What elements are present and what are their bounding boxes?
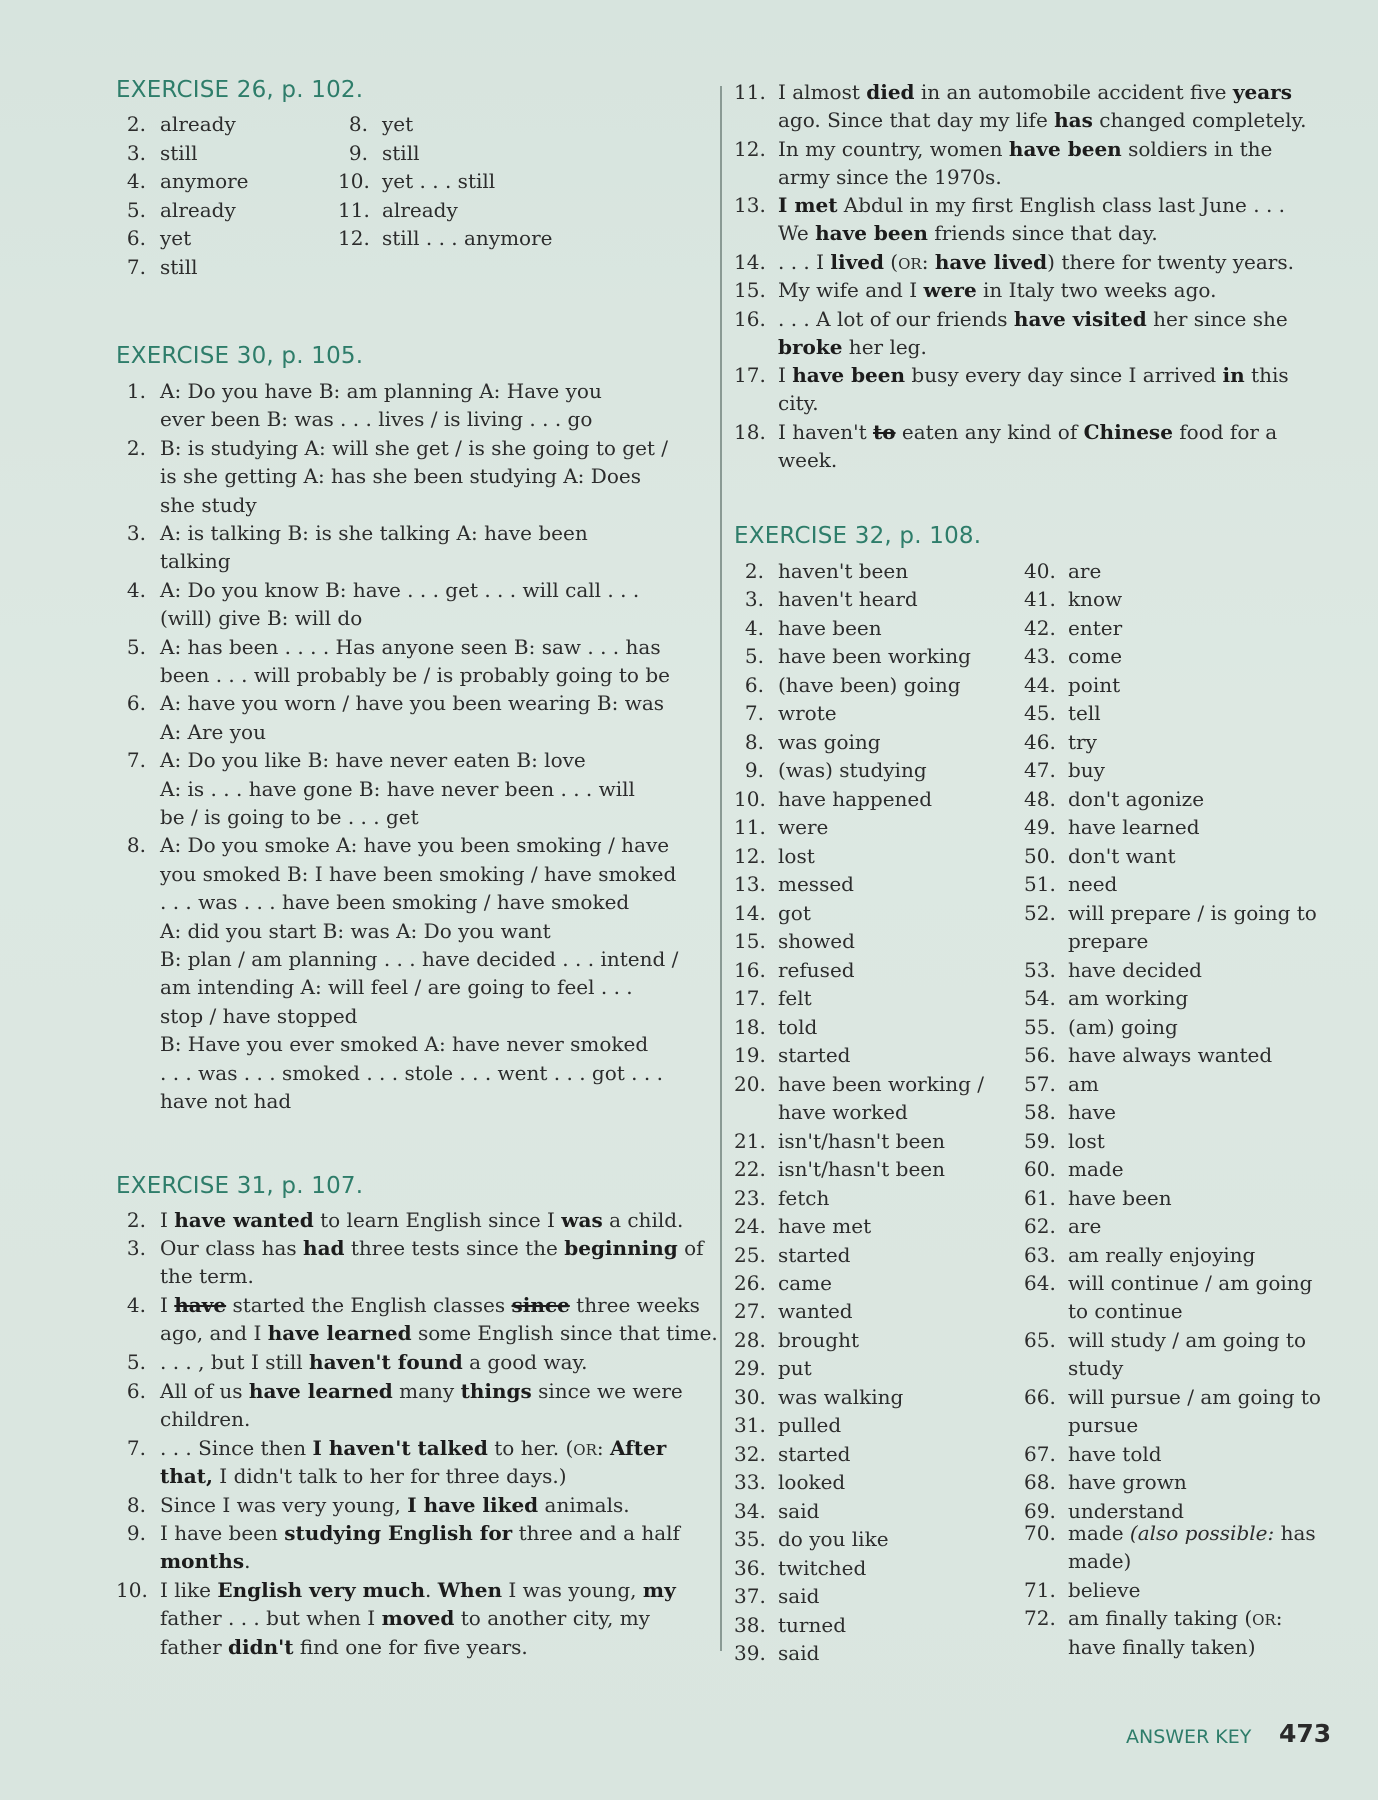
answer-item-continuation: ago. Since that day my life has changed completely. [778, 108, 1307, 132]
item-text: point [1068, 672, 1121, 697]
item-number: 57. [1024, 1071, 1056, 1096]
item-number: 39. [734, 1641, 766, 1666]
item-text: (have been) going [778, 672, 961, 697]
exercise-30-heading: EXERCISE 30, p. 105. [116, 343, 364, 369]
item-text: looked [778, 1470, 846, 1495]
item-text: A: Do you like B: have never eaten B: love [160, 748, 586, 773]
item-text: yet [160, 226, 192, 250]
answer-item-continuation: the term. [160, 1264, 254, 1288]
item-text: A: is . . . have gone B: have never been . . . will [160, 776, 635, 801]
item-number: 8. [348, 112, 368, 136]
item-text: pulled [778, 1413, 842, 1438]
answer-item-continuation: broke her leg. [778, 335, 927, 359]
column-divider [720, 86, 722, 1651]
item-number: 67. [1024, 1441, 1056, 1466]
item-number: 54. [1024, 986, 1056, 1011]
item-number: 9. [348, 140, 368, 165]
item-text: isn't/hasn't been [778, 1157, 946, 1182]
item-number: 23. [734, 1185, 766, 1210]
item-number: 21. [734, 1128, 766, 1153]
item-number: 5. [126, 197, 146, 222]
item-text: lost [1068, 1128, 1105, 1153]
item-text: am intending A: will feel / are going to feel . . . [160, 975, 633, 1000]
item-text: am really enjoying [1068, 1242, 1256, 1267]
item-text: turned [778, 1612, 846, 1637]
answer-item-continuation: week. [778, 448, 838, 472]
item-text: are [1068, 559, 1102, 583]
item-number: 3. [126, 140, 146, 165]
item-number: 2. [744, 559, 764, 583]
item-text: A: Are you [160, 719, 266, 744]
item-number: 62. [1024, 1214, 1056, 1239]
item-text: messed [778, 872, 854, 897]
item-text: (will) give B: will do [160, 606, 363, 631]
item-number: 10. [734, 786, 766, 811]
item-text: try [1068, 729, 1097, 754]
item-number: 11. [338, 197, 370, 222]
item-text: study [1068, 1356, 1124, 1381]
item-text: have been [778, 615, 882, 640]
item-number: 6. [126, 226, 146, 250]
item-number: 18. [734, 1014, 766, 1039]
item-number: 12. [734, 843, 766, 868]
item-text: haven't been [778, 559, 909, 583]
item-text: . . . was . . . have been smoking / have smoked [160, 890, 630, 915]
item-text: anymore [160, 169, 249, 193]
item-text: started [778, 1242, 851, 1267]
item-text: put [778, 1356, 812, 1381]
item-text: have grown [1068, 1470, 1187, 1495]
item-number: 50. [1024, 843, 1056, 868]
item-number: 64. [1024, 1271, 1056, 1295]
answer-item-continuation: months. [160, 1549, 251, 1573]
item-text: is she getting A: has she been studying A: Does [160, 464, 641, 489]
answer-item-continuation: ago, and I have learned some English since that time. [160, 1321, 718, 1345]
item-text: A: Do you have B: am planning A: Have you [160, 379, 602, 403]
item-number: 10. [338, 169, 370, 193]
item-number: 66. [1024, 1384, 1056, 1409]
item-text: don't want [1068, 843, 1176, 868]
item-number: 6. [744, 672, 764, 697]
item-text: she study [160, 492, 257, 517]
item-number: 14. [734, 900, 766, 925]
item-number: 34. [734, 1498, 766, 1523]
item-text: already [382, 197, 458, 222]
item-text: have been [1068, 1185, 1172, 1210]
item-text: A: is talking B: is she talking A: have been [160, 521, 588, 545]
item-number: 36. [734, 1555, 766, 1580]
item-text: have learned [1068, 815, 1200, 840]
item-text: been . . . will probably be / is probably going to be [160, 662, 670, 687]
item-text: haven't heard [778, 587, 918, 612]
item-text: have met [778, 1214, 872, 1239]
item-text: have been working / [778, 1071, 985, 1096]
item-number: 56. [1024, 1043, 1056, 1068]
exercise-31-heading: EXERCISE 31, p. 107. [116, 1173, 364, 1199]
item-text: (was) studying [778, 758, 927, 783]
item-text: wanted [778, 1299, 853, 1324]
item-number: 32. [734, 1441, 766, 1466]
answer-item-continuation: children. [160, 1407, 251, 1431]
item-number: 49. [1024, 815, 1056, 840]
item-number: 2. [126, 112, 146, 136]
answer-item-continuation: father didn't find one for five years. [160, 1635, 528, 1659]
item-number: 7. [126, 748, 146, 773]
item-text: A: Do you smoke A: have you been smoking / have [160, 833, 670, 858]
item-number: 19. [734, 1043, 766, 1068]
answer-item-continuation: have finally taken) [1068, 1635, 1256, 1659]
item-text: am working [1068, 986, 1189, 1011]
item-number: 38. [734, 1612, 766, 1637]
item-number: 24. [734, 1214, 766, 1239]
item-text: fetch [778, 1185, 830, 1210]
item-text: have not had [160, 1088, 292, 1113]
item-number: 65. [1024, 1327, 1056, 1352]
item-number: 69. [1024, 1498, 1056, 1523]
item-text: to continue [1068, 1299, 1183, 1324]
item-number: 5. [744, 644, 764, 669]
item-text: pursue [1068, 1413, 1139, 1438]
item-text: still [160, 254, 198, 279]
item-number: 61. [1024, 1185, 1056, 1210]
item-number: 12. [338, 226, 370, 250]
item-text: told [778, 1014, 818, 1039]
item-text: A: has been . . . . Has anyone seen B: saw . . . has [160, 634, 661, 659]
item-text: have happened [778, 786, 933, 811]
item-number: 68. [1024, 1470, 1056, 1495]
item-number: 8. [744, 729, 764, 754]
item-text: have decided [1068, 957, 1202, 982]
item-text: said [778, 1498, 820, 1523]
item-text: yet [382, 112, 414, 136]
answer-key-label: ANSWER KEY [1126, 1726, 1252, 1748]
item-text: still [160, 140, 198, 165]
item-number: 58. [1024, 1100, 1056, 1125]
item-number: 47. [1024, 758, 1056, 783]
item-text: have [1068, 1100, 1116, 1125]
item-number: 60. [1024, 1157, 1056, 1182]
item-text: enter [1068, 615, 1123, 640]
item-text: have told [1068, 1441, 1162, 1466]
item-text: have been working [778, 644, 971, 669]
item-text: twitched [778, 1555, 867, 1580]
item-number: 8. [126, 833, 146, 858]
item-number: 11. [734, 815, 766, 840]
item-text: be / is going to be . . . get [160, 804, 419, 829]
item-number: 55. [1024, 1014, 1056, 1039]
item-number: 42. [1024, 615, 1056, 640]
item-text: ever been B: was . . . lives / is living . . . go [160, 407, 593, 432]
item-text: you smoked B: I have been smoking / have smoked [160, 861, 677, 886]
item-text: prepare [1068, 929, 1149, 954]
item-text: got [778, 900, 811, 925]
item-number: 3. [744, 587, 764, 612]
item-number: 28. [734, 1327, 766, 1352]
item-text: will prepare / is going to [1068, 900, 1317, 925]
item-text: will study / am going to [1068, 1327, 1307, 1352]
item-text: am [1068, 1071, 1099, 1096]
item-text: made [1068, 1157, 1124, 1182]
item-number: 6. [126, 691, 146, 716]
item-number: 22. [734, 1157, 766, 1182]
answer-item-continuation: that, I didn't talk to her for three days.) [160, 1464, 567, 1488]
item-text: said [778, 1641, 820, 1666]
item-text: understand [1068, 1498, 1184, 1523]
item-text: still [382, 140, 420, 165]
item-number: 53. [1024, 957, 1056, 982]
item-text: isn't/hasn't been [778, 1128, 946, 1153]
item-text: . . . was . . . smoked . . . stole . . . went . . . got . . . [160, 1060, 663, 1085]
item-text: lost [778, 843, 815, 868]
item-number: 9. [744, 758, 764, 783]
item-text: need [1068, 872, 1118, 897]
answer-item-continuation: city. [778, 391, 819, 415]
item-text: tell [1068, 701, 1101, 726]
item-text: buy [1068, 758, 1105, 783]
item-text: B: is studying A: will she get / is she going to get / [160, 435, 669, 460]
item-number: 30. [734, 1384, 766, 1409]
exercise-32-heading: EXERCISE 32, p. 108. [734, 523, 982, 549]
item-text: have worked [778, 1100, 908, 1125]
page-number: 473 [1279, 1719, 1332, 1748]
item-text: will pursue / am going to [1068, 1384, 1321, 1409]
item-text: know [1068, 587, 1123, 612]
answer-item-continuation: father . . . but when I moved to another city, my [160, 1606, 650, 1630]
item-number: 4. [126, 169, 146, 193]
answer-item-continuation: made) [1068, 1549, 1132, 1573]
item-text: came [778, 1271, 832, 1295]
item-number: 1. [126, 379, 146, 403]
item-number: 59. [1024, 1128, 1056, 1153]
item-number: 26. [734, 1271, 766, 1295]
item-number: 33. [734, 1470, 766, 1495]
item-number: 25. [734, 1242, 766, 1267]
item-text: come [1068, 644, 1123, 669]
item-text: are [1068, 1214, 1102, 1239]
item-number: 27. [734, 1299, 766, 1324]
item-number: 51. [1024, 872, 1056, 897]
item-number: 7. [126, 254, 146, 279]
item-text: brought [778, 1327, 860, 1352]
item-text: A: did you start B: was A: Do you want [160, 918, 551, 943]
item-number: 31. [734, 1413, 766, 1438]
item-text: still . . . anymore [382, 226, 553, 250]
item-number: 45. [1024, 701, 1056, 726]
item-number: 63. [1024, 1242, 1056, 1267]
item-number: 46. [1024, 729, 1056, 754]
item-number: 16. [734, 957, 766, 982]
item-number: 43. [1024, 644, 1056, 669]
item-number: 17. [734, 986, 766, 1011]
item-number: 37. [734, 1584, 766, 1609]
item-text: yet . . . still [382, 169, 496, 193]
item-number: 7. [744, 701, 764, 726]
item-text: B: plan / am planning . . . have decided . . . intend / [160, 946, 679, 971]
item-text: A: have you worn / have you been wearing B: was [160, 691, 665, 716]
item-text: talking [160, 549, 231, 574]
item-text: A: Do you know B: have . . . get . . . will call . . . [160, 577, 640, 602]
item-text: said [778, 1584, 820, 1609]
item-number: 5. [126, 634, 146, 659]
item-number: 15. [734, 929, 766, 954]
item-number: 35. [734, 1527, 766, 1552]
item-text: already [160, 112, 236, 136]
item-text: do you like [778, 1527, 889, 1552]
item-text: refused [778, 957, 855, 982]
item-number: 40. [1024, 559, 1056, 583]
exercise-26-heading: EXERCISE 26, p. 102. [116, 77, 364, 103]
item-text: showed [778, 929, 855, 954]
item-text: wrote [778, 701, 837, 726]
item-text: started [778, 1043, 851, 1068]
item-number: 4. [126, 577, 146, 602]
item-number: 41. [1024, 587, 1056, 612]
item-text: started [778, 1441, 851, 1466]
item-number: 20. [734, 1071, 766, 1096]
item-text: were [778, 815, 829, 840]
item-text: don't agonize [1068, 786, 1205, 811]
item-text: was walking [778, 1384, 904, 1409]
answer-item-continuation: army since the 1970s. [778, 165, 1002, 189]
item-number: 2. [126, 435, 146, 460]
item-number: 4. [744, 615, 764, 640]
item-text: B: Have you ever smoked A: have never smoked [160, 1032, 649, 1057]
item-number: 44. [1024, 672, 1056, 697]
item-text: have always wanted [1068, 1043, 1273, 1068]
item-text: stop / have stopped [160, 1003, 358, 1028]
answer-key-page: EXERCISE 26, p. 102. 2. already 3. still 4. anymore 5. already 6. yet 7. still 8. yet 9. still 10. yet . . . still 11. already 12. still . . . anymore EXERCISE 30, p. 105. 1. A: Do you have B: am planning A: Have you ever been B: was . . . lives / is living . . . go 2. B: is studying A: will she get / is she going to get / is she getting A: has she been studying A: Does she study 3. A: is talking B: is she talking A: have been talking 4. A: Do you know B: have . . . get . . . will call . . . (will) give B: will do 5. A: has been . . . . Has anyone seen B: saw . . . has been . . . will probably be / is probably going to be 6. A: have you worn / have you been wearing B: was A: Are you 7. A: Do you like B: have never eaten B: love A: is . . . have gone B: have never been . . . will be / is going to be . . . get 8. A: Do you smoke A: have you been smoking / have you smoked B: I have been smoking / have smoked . . . was . . . have been smoking / have smoked A: did you start B: was A: Do you want B: plan / am planning . . . have decided . . . intend / am intending A: will feel / are going to feel . . . stop / have stopped B: Have you ever smoked A: have never smoked . . . was . . . smoked . . . stole . . . went . . . got . . . have not had EXERCISE 31, p. 107. 2. I have wanted to learn English since I was a child. 3. Our class has had three tests since the beginning of the term. 4. I have started the English classes since three weeks ago, and I have learned some English since that time. 5. . . . , but I still haven't found a good way. 6. All of us have learned many things since we were children. 7. . . . Since then I haven't talked to her. (OR: After that, I didn't talk to her for three days.) 8. Since I was very young, I have liked animals. 9. I have been studying English for three and a half months. 10. I like English very much. When I was young, my father . . . but when I moved to another city, my father didn't find one for five years. 11. I almost died in an automobile accident five years ago. Since that day my life has changed completely. 12. In my country, women have been soldiers in the army since the 1970s. 13. I met Abdul in my first English class last June . . . We have been friends since that day. 14. . . . I lived (OR: have lived) there for twenty years. 15. My wife and I were in Italy two weeks ago. 16. . . . A lot of our friends have visited her since she broke her leg. 17. I have been busy every day since I arrived in this city. 18. I haven't to eaten any kind of Chinese food for a week. EXERCISE 32, p. 108. 2. haven't been 3. haven't heard 4. have been 5. have been working 6. (have been) going 7. wrote 8. was going 9. (was) studying 10. have happened 11. were 12. lost 13. messed 14. got 15. showed 16. refused 17. felt 18. told 19. started 20. have been working / have worked 21. isn't/hasn't been 22. isn't/hasn't been 23. fetch 24. have met 25. started 26. came 27. wanted 28. brought 29. put 30. was walking 31. pulled 32. started 33. looked 34. said 35. do you like 36. twitched 37. said 38. turned 39. said 40. are 41. know 42. enter 43. come 44. point 45. tell 46. try 47. buy 48. don't agonize 49. have learned 50. don't want 51. need 52. will prepare / is going to prepare 53. have decided 54. am working 55. (am) going 56. have always wanted 57. am 58. have 59. lost 60. made 61. have been 62. are 63. am really enjoying 64. will continue / am going to continue 65. will study / am going to study 66. will pursue / am going to pursue 67. have told 68. have grown 69. understand 70. made (also possible: has made) 71. believe 72. am finally taking (OR: have finally taken) ANSWER KEY 473 [0, 0, 1378, 1800]
item-text: (am) going [1068, 1014, 1178, 1039]
item-text: was going [778, 729, 881, 754]
answer-item-continuation: We have been friends since that day. [778, 221, 1158, 245]
item-number: 52. [1024, 900, 1056, 925]
item-text: already [160, 197, 236, 222]
item-text: felt [778, 986, 812, 1011]
item-text: will continue / am going [1068, 1271, 1313, 1295]
item-number: 3. [126, 521, 146, 545]
item-number: 29. [734, 1356, 766, 1381]
item-number: 48. [1024, 786, 1056, 811]
item-number: 13. [734, 872, 766, 897]
